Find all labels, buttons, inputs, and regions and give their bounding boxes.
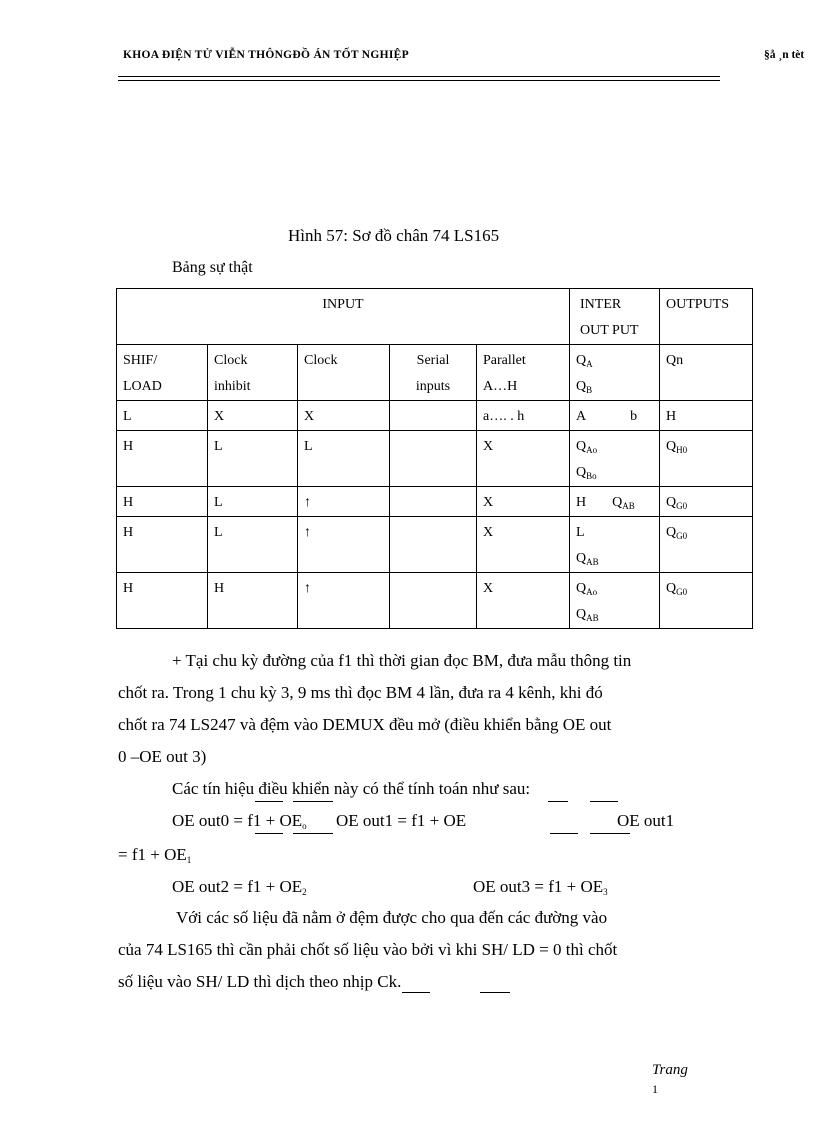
cell-serial — [390, 517, 477, 573]
cell-parallel: X — [477, 431, 570, 487]
table-title: Bảng sự thật — [172, 259, 253, 276]
col-header-shif: SHIF/ LOAD — [117, 345, 208, 401]
col-header-clock-inhibit: Clock inhibit — [208, 345, 298, 401]
cell-inter: $Q_{Ao}$ $Q_{Bo}$ — [570, 431, 660, 487]
figure-caption: Hình 57: Sơ đồ chân 74 LS165 — [288, 226, 500, 245]
cell-output: $Q_{G0}$ — [660, 487, 753, 517]
cell-shif: L — [117, 401, 208, 431]
table-column-header-row — [117, 345, 753, 401]
overline-mark — [255, 833, 283, 834]
group-input-header: INPUT — [117, 289, 570, 345]
cell-parallel: X — [477, 487, 570, 517]
cell-shif: H — [117, 431, 208, 487]
cell-clock-up-arrow-icon: ↑ — [298, 517, 390, 573]
paragraph-1-line-3: chốt ra 74 LS247 và đệm vào DEMUX đều mở (điều khiển bằng OE out — [118, 715, 612, 734]
paragraph-3-line-1: Với các số liệu đã nằm ở đệm được cho qua đến các đường vào — [176, 908, 608, 927]
equation-oe-out1-right: OE out1 — [617, 811, 675, 830]
cell-output: $Q_{G0}$ — [660, 573, 753, 629]
overline-mark — [480, 992, 510, 993]
cell-inter: H $Q_{AB}$ — [570, 487, 660, 517]
table-row — [117, 431, 753, 487]
cell-serial — [390, 431, 477, 487]
footer-label: Trang — [652, 1062, 688, 1078]
col-header-parallel: Parallet A…H — [477, 345, 570, 401]
truth-table — [116, 288, 753, 629]
cell-clock: L — [298, 431, 390, 487]
overline-mark — [402, 992, 430, 993]
overline-mark — [293, 833, 333, 834]
cell-inter: L $Q_{AB}$ — [570, 517, 660, 573]
cell-clock-inhibit: X — [208, 401, 298, 431]
overline-mark — [590, 801, 618, 802]
cell-inter: $Q_{Ao}$ $Q_{AB}$ — [570, 573, 660, 629]
cell-inter: A b — [570, 401, 660, 431]
header-title: KHOA ĐIỆN TỬ VIỄN THÔNGĐỒ ÁN TỐT NGHIỆP — [123, 49, 409, 61]
cell-parallel: X — [477, 517, 570, 573]
equation-oe-out3: OE $out3 = f1 + OE_3$ — [473, 877, 608, 897]
table-row — [117, 487, 753, 517]
cell-serial — [390, 487, 477, 517]
equation-oe-out1-continued: = $f1 + OE_1$ — [118, 845, 192, 865]
cell-serial — [390, 401, 477, 431]
cell-serial — [390, 573, 477, 629]
col-header-output: Qn — [660, 345, 753, 401]
cell-shif: H — [117, 517, 208, 573]
equation-oe-out1: OE out1 = f1 + OE — [336, 811, 467, 830]
overline-mark — [550, 833, 578, 834]
header-rule-top — [118, 76, 720, 77]
cell-clock-inhibit: L — [208, 487, 298, 517]
cell-shif: H — [117, 573, 208, 629]
overline-mark — [548, 801, 568, 802]
equation-oe-out2: OE $out2 = f1 + OE_2$ — [172, 877, 307, 897]
cell-clock-up-arrow-icon: ↑ — [298, 487, 390, 517]
equation-oe-out0: OE $out0 = f1 + OE_o$ — [172, 811, 307, 831]
table-row — [117, 401, 753, 431]
group-inter-header: INTER OUT PUT — [570, 289, 660, 345]
header-rule-bottom — [118, 80, 720, 81]
paragraph-1-line-4: 0 –OE out 3) — [118, 747, 207, 766]
cell-shif: H — [117, 487, 208, 517]
paragraph-3-line-3: số liệu vào SH/ LD thì dịch theo nhịp Ck. — [118, 972, 402, 991]
cell-output: H — [660, 401, 753, 431]
page-number: 1 — [652, 1082, 658, 1096]
cell-clock: X — [298, 401, 390, 431]
paragraph-1-line-2: chốt ra. Trong 1 chu kỳ 3, 9 ms thì đọc BM 4 lần, đưa ra 4 kênh, khi đó — [118, 683, 603, 702]
paragraph-2: Các tín hiệu điều khiển này có thể tính toán như sau: — [172, 779, 531, 798]
overline-mark — [293, 801, 333, 802]
col-header-clock: Clock — [298, 345, 390, 401]
overline-mark — [590, 833, 630, 834]
table-row — [117, 517, 753, 573]
cell-output: $Q_{H0}$ — [660, 431, 753, 487]
cell-parallel: a…. . h — [477, 401, 570, 431]
group-outputs-header: OUTPUTS — [660, 289, 753, 345]
cell-clock-inhibit: H — [208, 573, 298, 629]
table-group-header-row — [117, 289, 753, 345]
cell-parallel: X — [477, 573, 570, 629]
cell-output: $Q_{G0}$ — [660, 517, 753, 573]
col-header-inter: $Q_A$ $Q_B$ — [570, 345, 660, 401]
cell-clock-inhibit: L — [208, 431, 298, 487]
col-header-serial: Serial inputs — [390, 345, 477, 401]
table-row — [117, 573, 753, 629]
paragraph-3-line-2: của 74 LS165 thì cần phải chốt số liệu vào bởi vì khi SH/ LD = 0 thì chốt — [118, 940, 618, 959]
header-right-text: §å ¸n tèt — [764, 49, 805, 61]
cell-clock-inhibit: L — [208, 517, 298, 573]
paragraph-1-line-1: + Tại chu kỳ đường của f1 thì thời gian đọc BM, đưa mẫu thông tin — [172, 651, 632, 670]
overline-mark — [255, 801, 283, 802]
cell-clock-up-arrow-icon: ↑ — [298, 573, 390, 629]
